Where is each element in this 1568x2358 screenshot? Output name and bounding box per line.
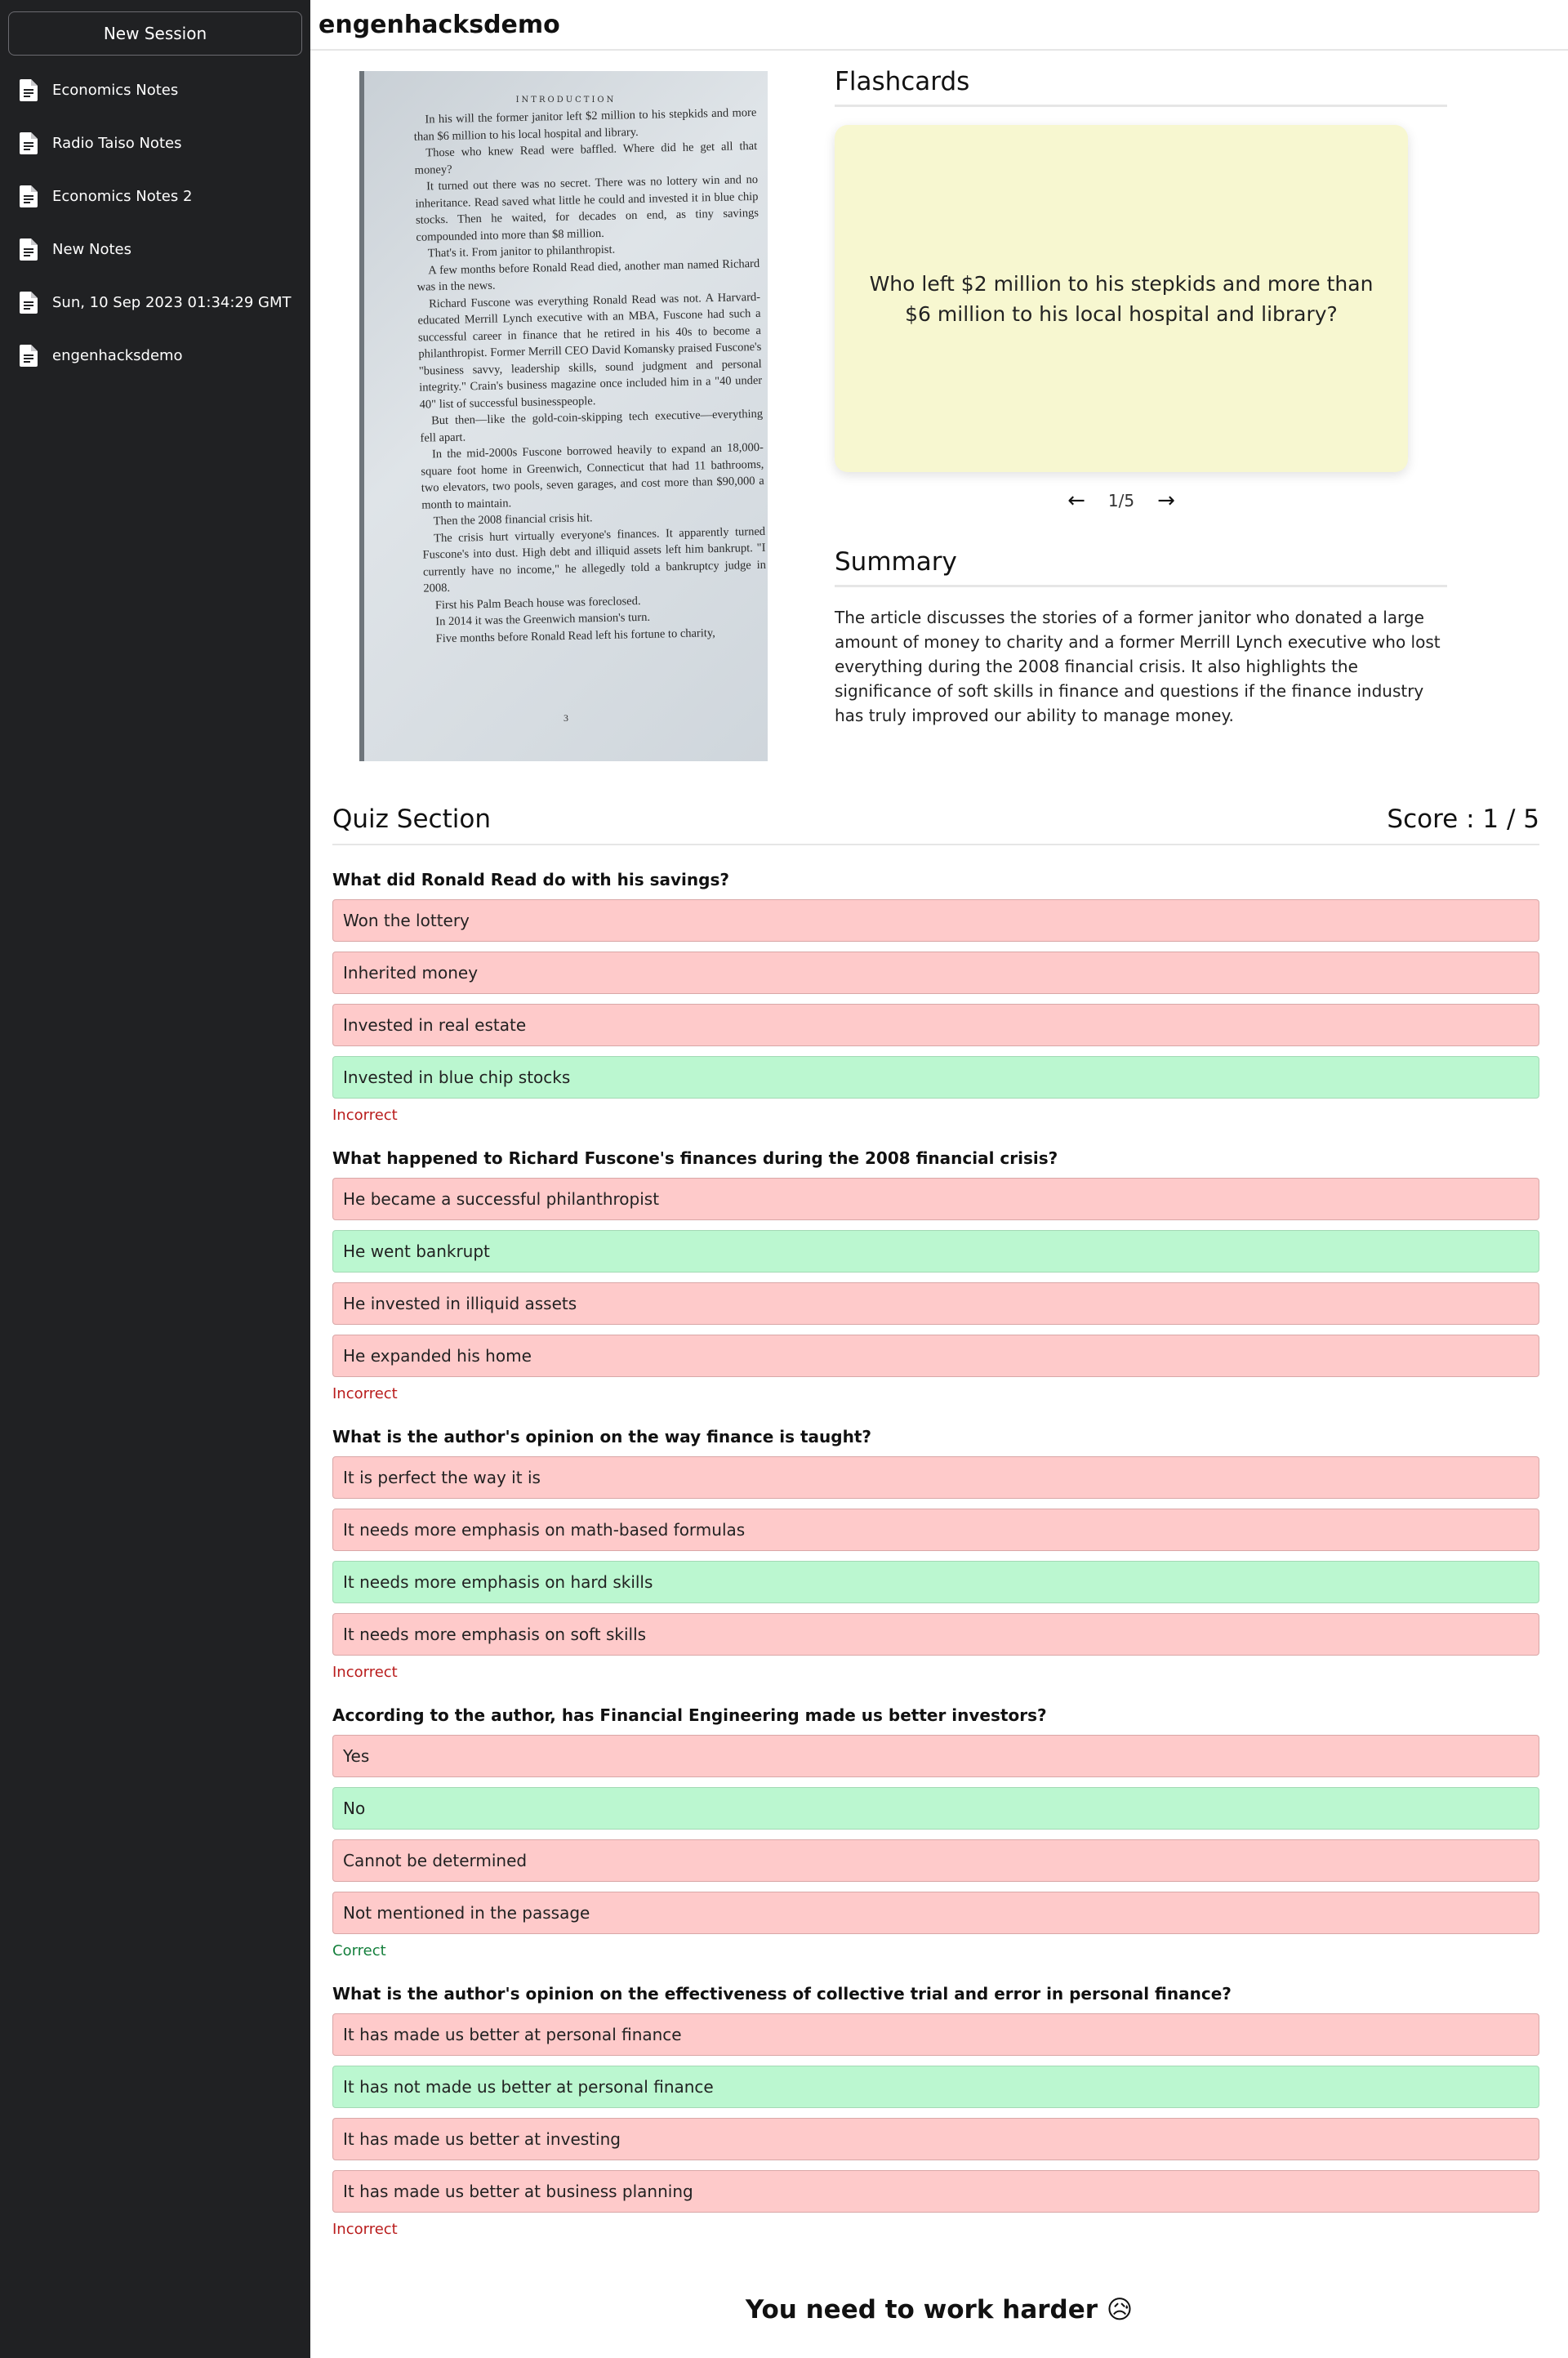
sidebar-item-label: engenhacksdemo <box>52 347 183 364</box>
result-message: You need to work harder 😥 <box>745 2295 1134 2325</box>
page-paragraph: Five months before Ronald Read left his fortune to charity, <box>435 626 715 645</box>
main-content <box>310 0 1568 2358</box>
question-text: What is the author's opinion on the way finance is taught? <box>332 1427 871 1446</box>
answer-option[interactable]: It is perfect the way it is <box>332 1456 1539 1499</box>
question-text: What happened to Richard Fuscone's finances during the 2008 financial crisis? <box>332 1148 1058 1168</box>
question-text: What is the author's opinion on the effectiveness of collective trial and error in personal finance? <box>332 1984 1232 2004</box>
summary-title: Summary <box>835 531 1447 587</box>
flashcard-position: 1/5 <box>1107 491 1135 510</box>
flashcard[interactable]: Who left $2 million to his stepkids and more than $6 million to his local hospital and library? <box>835 125 1408 472</box>
flashcard-navigation <box>835 488 1408 513</box>
answer-result: Incorrect <box>332 1385 398 1402</box>
answer-option[interactable]: Not mentioned in the passage <box>332 1892 1539 1934</box>
flashcards-title: Flashcards <box>835 51 1447 107</box>
quiz-question <box>332 1705 1539 1959</box>
question-text: According to the author, has Financial Engineering made us better investors? <box>332 1705 1047 1725</box>
sidebar-item[interactable] <box>8 117 302 170</box>
answer-option[interactable]: Inherited money <box>332 952 1539 994</box>
answer-option[interactable]: It has made us better at business planning <box>332 2170 1539 2213</box>
answer-option[interactable]: Invested in real estate <box>332 1004 1539 1046</box>
sidebar-item-label: New Notes <box>52 241 131 258</box>
session-list <box>8 64 302 382</box>
quiz-title: Quiz Section <box>332 805 491 834</box>
answer-result: Incorrect <box>332 2221 398 2238</box>
answer-option[interactable]: He invested in illiquid assets <box>332 1282 1539 1325</box>
page-heading: INTRODUCTION <box>515 96 617 105</box>
answer-option[interactable]: No <box>332 1787 1539 1830</box>
page-number: 3 <box>564 712 568 724</box>
sidebar-item-label: Radio Taiso Notes <box>52 135 182 152</box>
answer-result: Incorrect <box>332 1664 398 1681</box>
answer-option[interactable]: It has not made us better at personal finance <box>332 2066 1539 2108</box>
answer-option[interactable]: It has made us better at personal finance <box>332 2013 1539 2056</box>
arrow-right-icon[interactable]: → <box>1157 488 1175 513</box>
page-paragraph: But then—like the gold-coin-skipping tech executive—everything fell apart. <box>420 407 764 445</box>
document-icon <box>20 79 38 101</box>
sidebar-item[interactable] <box>8 170 302 223</box>
quiz-score: Score : 1 / 5 <box>1387 805 1539 834</box>
sidebar-item[interactable] <box>8 276 302 329</box>
arrow-left-icon[interactable]: ← <box>1067 488 1085 513</box>
page-paragraph: In his will the former janitor left $2 million to his stepkids and more than $6 million to his local hospital and library. <box>413 105 757 144</box>
answer-option[interactable]: Won the lottery <box>332 899 1539 942</box>
answer-option[interactable]: Invested in blue chip stocks <box>332 1056 1539 1099</box>
page-paragraph: In the mid-2000s Fuscone borrowed heavily to expand an 18,000-square foot home in Greenwich, Connecticut that had 11 bathrooms, two elevators, two pools, seven garages, and cost more than $90,000 a month to maintain. <box>421 440 764 512</box>
page-paragraph: Those who knew Read were baffled. Where did he get all that money? <box>414 139 758 177</box>
quiz-question <box>332 1427 1539 1681</box>
quiz-header <box>332 805 1539 845</box>
answer-result: Correct <box>332 1942 386 1959</box>
sidebar-item-label: Economics Notes 2 <box>52 188 193 205</box>
document-icon <box>20 132 38 154</box>
answer-option[interactable]: It needs more emphasis on hard skills <box>332 1561 1539 1603</box>
study-panel <box>835 51 1455 728</box>
sidebar-item[interactable] <box>8 223 302 276</box>
quiz-section <box>332 805 1539 2238</box>
sidebar-item-label: Economics Notes <box>52 82 179 99</box>
answer-option[interactable]: He went bankrupt <box>332 1230 1539 1273</box>
new-session-button[interactable]: New Session <box>8 11 302 56</box>
answer-option[interactable]: Cannot be determined <box>332 1839 1539 1882</box>
sidebar-item[interactable] <box>8 64 302 117</box>
sidebar-item-label: Sun, 10 Sep 2023 01:34:29 GMT <box>52 294 292 311</box>
answer-option[interactable]: He expanded his home <box>332 1335 1539 1377</box>
uploaded-page-image <box>359 71 768 761</box>
answer-option[interactable]: Yes <box>332 1735 1539 1777</box>
answer-result: Incorrect <box>332 1107 398 1124</box>
quiz-question <box>332 870 1539 1124</box>
answer-option[interactable]: It has made us better at investing <box>332 2118 1539 2160</box>
document-icon <box>20 238 38 261</box>
answer-option[interactable]: It needs more emphasis on soft skills <box>332 1613 1539 1656</box>
sidebar-item[interactable] <box>8 329 302 382</box>
question-text: What did Ronald Read do with his savings? <box>332 870 729 889</box>
answer-option[interactable]: He became a successful philanthropist <box>332 1178 1539 1220</box>
page-paragraph: In 2014 it was the Greenwich mansion's turn. <box>435 610 651 629</box>
answer-option[interactable]: It needs more emphasis on math-based formulas <box>332 1509 1539 1551</box>
document-icon <box>20 185 38 207</box>
quiz-question <box>332 1148 1539 1402</box>
top-bar <box>310 0 1568 51</box>
notes-overview <box>310 51 1568 802</box>
quiz-question <box>332 1984 1539 2238</box>
sidebar <box>0 0 310 2358</box>
page-paragraph: First his Palm Beach house was foreclosed. <box>434 594 641 612</box>
page-paragraph: Richard Fuscone was everything Ronald Read was not. A Harvard-educated Merrill Lynch executive with an MBA, Fuscone had such a successful career in finance that he retired in his 40s to become a philanthropist. Former Merrill CEO David Komansky praised Fuscone's "business savvy, leadership skills, sound judgment and personal integrity." Crain's business magazine once included him in a "40 under 40" list of successful businesspeople. <box>417 290 763 412</box>
document-icon <box>20 292 38 314</box>
question-list <box>332 870 1539 2238</box>
page-paragraph: Then the 2008 financial crisis hit. <box>433 511 593 528</box>
summary-text: The article discusses the stories of a former janitor who donated a large amount of money to charity and a former Merrill Lynch executive who lost everything during the 2008 financial crisis. It also highlights the significance of soft skills in finance and questions if the finance industry has truly improved our ability to manage money. <box>835 608 1441 725</box>
page-paragraph: That's it. From janitor to philanthropist. <box>427 243 616 261</box>
page-paragraph: It turned out there was no secret. There was no lottery win and no inheritance. Read saved what little he could and invested it in blue chip stocks. Then he waited, for decades on end, as tiny savings compounded into more than $8 million. <box>415 172 760 244</box>
page-body-text <box>364 96 768 649</box>
document-icon <box>20 345 38 367</box>
page-paragraph: The crisis hurt virtually everyone's finances. It apparently turned Fuscone's into dust. High debt and illiquid assets left him bankrupt. "I currently have no income," he allegedly told a bankruptcy judge in 2008. <box>422 524 767 595</box>
page-title: engenhacksdemo <box>318 10 560 39</box>
page-paragraph: A few months before Ronald Read died, another man named Richard was in the news. <box>416 256 760 294</box>
